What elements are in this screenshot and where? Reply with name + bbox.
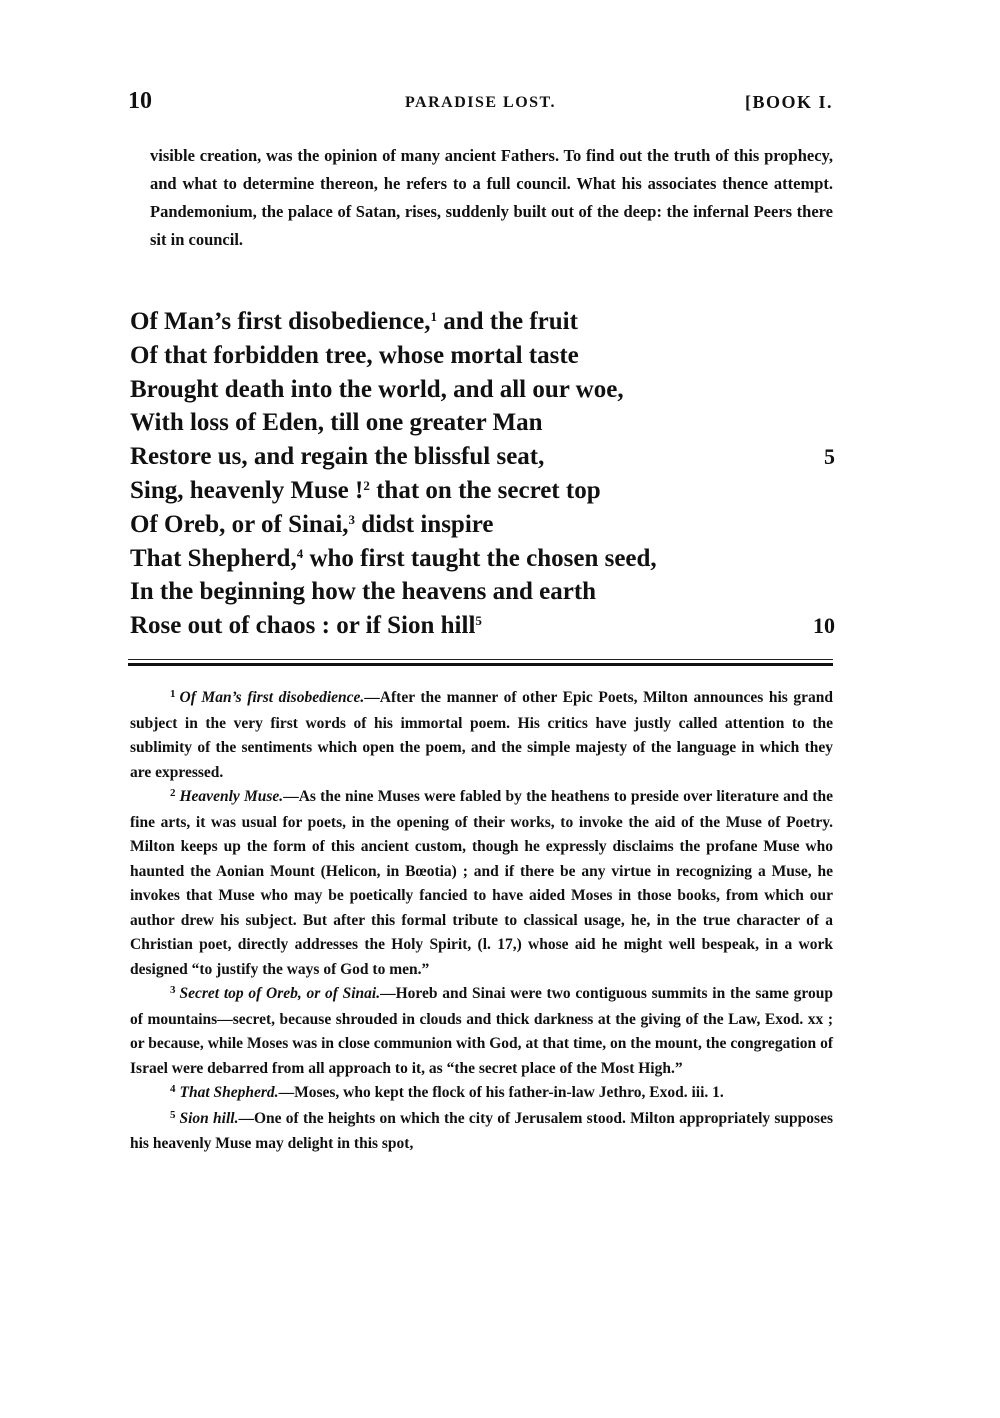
verse-line [130,575,835,609]
footnote-mark: 1 [170,688,176,700]
verse-line [130,373,835,407]
footnote-divider-thick [128,663,833,666]
verse-text: Of Man’s first disobedience, [130,308,431,335]
running-header [128,88,833,118]
footnote-lemma: Heavenly Muse. [179,788,284,805]
footnote-ref[interactable]: 3 [348,511,356,527]
verse-line [130,305,835,339]
verse-line [130,508,835,542]
footnote-ref[interactable]: 1 [430,309,437,324]
verse-text: Of that forbidden tree, whose mortal taste [130,341,579,369]
footnote-ref[interactable]: 4 [296,545,304,561]
footnote-lemma: Of Man’s first disobedience. [179,689,365,706]
verse-text-cont: who first taught the chosen seed, [303,544,657,572]
footnote-mark: 3 [170,984,176,996]
footnote [130,686,833,785]
footnote-lemma: Secret top of Oreb, or of Sinai. [179,985,381,1002]
verse-text-cont: didst inspire [355,510,494,538]
argument-block [150,142,833,254]
verse-text: Brought death into the world, and all our woe, [130,375,624,403]
verse-line [130,542,835,576]
line-number: 10 [813,613,835,639]
argument-text: visible creation, was the opinion of many ancient Fathers. To find out the truth of this prophecy, and what to determine thereon, he refers to a full council. What his associates thence attempt. Pandemonium, the palace of Satan, rises, suddenly built out of the deep: the infernal Peers there sit in council. [150,146,833,249]
footnote-text: —After the manner of other Epic Poets, Milton announces his grand subject in the very first words of his immortal poem. His critics have justly called attention to the sublimity of the sentiments which open the poem, and the simple majesty of the language in which they are expressed. [130,689,833,781]
footnotes [130,686,833,1157]
footnote-divider-thin [128,659,833,660]
footnote [130,982,833,1081]
line-number: 5 [824,444,835,470]
verse-text-cont: that on the secret top [369,476,601,504]
verse-line [130,440,835,474]
footnote-lemma: Sion hill. [179,1109,239,1127]
verse-text: That Shepherd, [130,544,297,572]
footnote-text: —As the nine Muses were fabled by the heathens to preside over literature and the fine arts, it was usual for poets, in the opening of their works, to invoke the aid of the Muse of Poetry. Milton keeps up the form of this ancient custom, though he expressly disclaims the profane Muse who haunted the Aonian Mount (Helicon, in Bœotia) ; and if there be any virtue in recognizing a Muse, he invokes that Muse who may be poetically fancied to have aided Moses in those books, from which our author drew his subject. But after this formal tribute to classical usage, he, in the true character of a Christian poet, directly addresses the Holy Spirit, (l. 17,) whose aid he might well bespeak, in a work designed “to justify the ways of God to men.” [130,788,833,978]
verse-line [130,609,835,643]
footnote [130,1107,833,1157]
footnote-mark: 2 [170,787,176,799]
footnote-text: —Horeb and Sinai were two contiguous summits in the same group of mountains—secret, because shrouded in clouds and thick darkness at the giving of the Law, Exod. xx ; or because, while Moses was in close communion with God, at that time, on the mount, the congregation of Israel were debarred from all approach to it, as “the secret place of the Most High.” [130,985,833,1077]
poem-verses [130,305,835,643]
footnote-lemma: That Shepherd. [179,1084,279,1101]
footnote [130,1081,833,1107]
verse-text: Of Oreb, or of Sinai, [130,510,349,538]
footnote-ref[interactable]: 5 [475,613,482,629]
footnote-mark: 4 [170,1083,176,1095]
verse-text: With loss of Eden, till one greater Man [130,409,543,437]
footnote-mark: 5 [170,1108,176,1121]
footnote-text: —Moses, who kept the flock of his father-in-law Jethro, Exod. iii. 1. [278,1084,724,1101]
verse-line [130,339,835,373]
verse-text: Sing, heavenly Muse ! [130,476,364,504]
footnote [130,785,833,982]
footnote-text: —One of the heights on which the city of Jerusalem stood. Milton appropriately supposes his heavenly Muse may delight in this spot, [130,1109,833,1152]
verse-text-cont: and the fruit [436,308,578,335]
verse-text: Rose out of chaos : or if Sion hill [130,612,476,640]
book-label: [BOOK I. [744,92,833,112]
footnote-ref[interactable]: 2 [363,477,370,493]
verse-line [130,406,835,440]
running-title: PARADISE LOST. [404,94,557,111]
verse-text: Restore us, and regain the blissful seat, [130,443,545,471]
verse-line [130,474,835,508]
page-number: 10 [128,88,152,114]
verse-text: In the beginning how the heavens and earth [130,578,597,606]
